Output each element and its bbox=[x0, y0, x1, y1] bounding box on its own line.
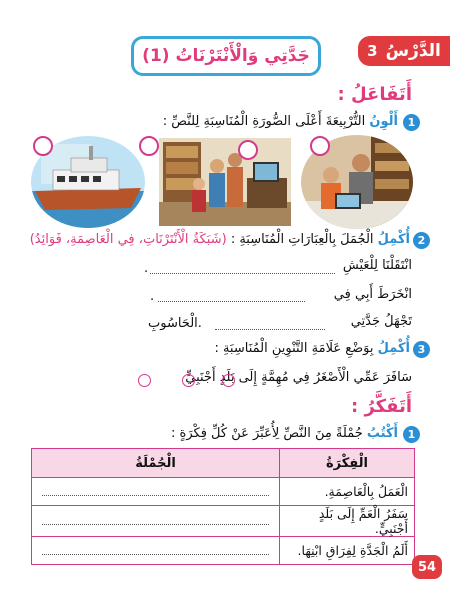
question-3-verb: أُكْمِلُ bbox=[377, 341, 410, 356]
question-2-verb: أُكْمِلُ bbox=[377, 232, 410, 247]
sentence-answer-cell[interactable] bbox=[32, 506, 280, 537]
think-question-1-verb: أَكْتُبُ bbox=[366, 426, 398, 441]
picture-2-checkbox[interactable] bbox=[238, 140, 258, 160]
idea-cell: الْعَمَلُ بِالْعَاصِمَةِ. bbox=[280, 478, 415, 506]
question-number-1: 1 bbox=[403, 114, 420, 131]
lesson-label: الدَّرْسُ bbox=[385, 41, 441, 61]
lesson-title: جَدَّتِي وَالْأَنْتَرْنَاتُ (1) bbox=[131, 36, 321, 76]
table-row bbox=[32, 537, 415, 565]
question-3-instruction bbox=[214, 341, 410, 356]
ideas-table bbox=[31, 448, 415, 565]
question-2-text: الْجُمَلَ بِالْعِبَارَاتِ الْمُنَاسِبَةِ : bbox=[230, 232, 374, 247]
question-number-3: 3 bbox=[413, 341, 430, 358]
question-2-instruction bbox=[30, 232, 410, 247]
q2-line-2-end: . bbox=[150, 289, 155, 304]
column-header-idea: الْفِكْرَةُ bbox=[280, 449, 415, 478]
lesson-tab bbox=[358, 36, 450, 66]
think-question-1-instruction bbox=[171, 426, 398, 441]
q2-line-3-end: الْحَاسُوبِ. bbox=[148, 316, 202, 331]
table-row bbox=[32, 506, 415, 537]
question-2-options: (شَبَكَةُ الْأَنْتَرْنَاتِ، فِي الْعَاصِمَةِ، فَوَائِدُ) bbox=[29, 232, 227, 247]
idea-cell: أَلَمُ الْجَدَّةِ لِفِرَاقِ ابْنِهَا. bbox=[280, 537, 415, 565]
q2-line-1-blank[interactable] bbox=[150, 272, 335, 274]
q2-line-1-end: . bbox=[144, 261, 149, 276]
q2-line-3-blank[interactable] bbox=[215, 328, 325, 330]
q2-line-1-start: انْتَقَلْنَا لِلْعَيْشِ bbox=[342, 258, 412, 273]
think-heading: أَتَفَكَّرُ : bbox=[350, 396, 412, 417]
picture-1-checkbox[interactable] bbox=[33, 136, 53, 156]
tanween-circle-2[interactable] bbox=[182, 374, 195, 387]
question-1-instruction bbox=[163, 114, 398, 129]
ideas-table-wrapper bbox=[31, 448, 415, 565]
column-header-sentence: الْجُمْلَةُ bbox=[32, 449, 280, 478]
sentence-answer-cell[interactable] bbox=[32, 537, 280, 565]
q2-line-2-blank[interactable] bbox=[158, 300, 305, 302]
picture-3-checkbox[interactable] bbox=[310, 136, 330, 156]
table-row bbox=[32, 478, 415, 506]
idea-cell: سَفَرُ الْعَمِّ إِلَى بَلَدٍ أَجْنَبِيٍّ. bbox=[280, 506, 415, 537]
page-number: 54 bbox=[412, 555, 442, 579]
table-header-row bbox=[32, 449, 415, 478]
sentence-answer-cell[interactable] bbox=[32, 478, 280, 506]
think-question-1-text: جُمْلَةً مِنَ النَّصِّ لِأُعَبِّرَ عَنْ كُلِّ فِكْرَةٍ : bbox=[171, 426, 363, 441]
q3-sentence: سَافَرَ عَمِّي الْأَصْغَرُ فِي مُهِمَّةٍ إِلَى بَلَدٍ أَجْنَبِيٍّ bbox=[185, 370, 412, 385]
q2-line-3-start: تَجْهَلُ جَدَّتِي bbox=[350, 314, 412, 329]
q2-line-2-start: انْخَرَطَ أَبِي فِي bbox=[333, 287, 412, 302]
interact-heading: أَتَفَاعَلُ : bbox=[337, 84, 412, 105]
question-1-verb: أَلْوِنُ bbox=[369, 114, 398, 129]
question-3-text: بِوَضْعِ عَلَامَةِ التَّنْوِينِ الْمُنَاسِبَةِ : bbox=[214, 341, 374, 356]
tanween-circle-3[interactable] bbox=[138, 374, 151, 387]
lesson-number: 3 bbox=[367, 42, 378, 60]
question-number-2: 2 bbox=[413, 232, 430, 249]
picture-1-checkbox-right[interactable] bbox=[139, 136, 159, 156]
question-1-text: التُّرْبِيعَةَ أَعْلَى الصُّورَةِ الْمُنَاسِبَةِ لِلنَّصِّ : bbox=[162, 114, 366, 129]
tanween-circle-1[interactable] bbox=[222, 374, 235, 387]
think-question-number-1: 1 bbox=[403, 426, 420, 443]
family-picture bbox=[159, 138, 291, 226]
